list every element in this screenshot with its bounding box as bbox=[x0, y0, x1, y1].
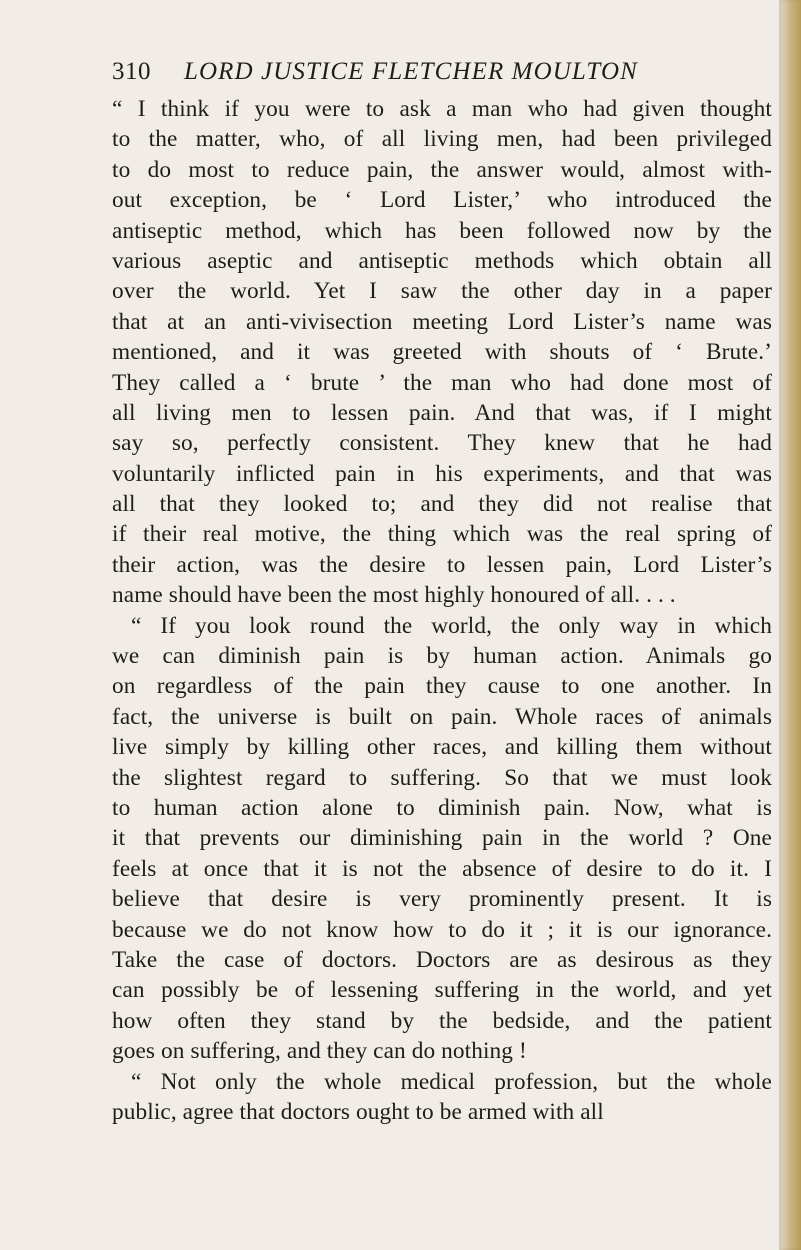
text-line: mentioned, and it was greeted with shouts of ‘ Brute.’ bbox=[112, 339, 772, 366]
text-line: “ I think if you were to ask a man who had given thought bbox=[112, 96, 772, 122]
text-line: say so, perfectly consistent. They knew that he had bbox=[112, 430, 772, 457]
text-line: out exception, be ‘ Lord Lister,’ who introduced the bbox=[112, 187, 772, 214]
text-line: believe that desire is very prominently present. It is bbox=[112, 886, 772, 913]
text-line: if their real motive, the thing which was the real spring of bbox=[112, 521, 772, 548]
text-line: to do most to reduce pain, the answer would, almost with- bbox=[112, 156, 772, 183]
text-line: the slightest regard to suffering. So that we must look bbox=[112, 764, 772, 791]
text-line: all that they looked to; and they did not realise that bbox=[112, 491, 772, 518]
body-text bbox=[112, 94, 772, 1127]
text-line: public, agree that doctors ought to be armed with all bbox=[112, 1098, 604, 1125]
text-line: feels at once that it is not the absence of desire to do it. I bbox=[112, 855, 772, 882]
running-head: LORD JUSTICE FLETCHER MOULTON bbox=[184, 58, 638, 85]
text-line: Take the case of doctors. Doctors are as desirous as they bbox=[112, 946, 772, 973]
text-line: “ Not only the whole medical profession, but the whole bbox=[131, 1068, 772, 1095]
text-line: how often they stand by the bedside, and the patient bbox=[112, 1007, 772, 1034]
text-line: it that prevents our diminishing pain in the world ? One bbox=[112, 825, 772, 852]
text-line: antiseptic method, which has been followed now by the bbox=[112, 217, 772, 244]
text-line: “ If you look round the world, the only way in which bbox=[131, 612, 772, 639]
page-number: 310 bbox=[112, 58, 151, 85]
text-line: to the matter, who, of all living men, had been privileged bbox=[112, 126, 772, 153]
text-line: live simply by killing other races, and killing them without bbox=[112, 734, 772, 761]
text-line: that at an anti-vivisection meeting Lord Lister’s name was bbox=[112, 308, 772, 335]
text-line: their action, was the desire to lessen pain, Lord Lister’s bbox=[112, 551, 772, 578]
text-line: name should have been the most highly honoured of all. . . . bbox=[112, 582, 676, 609]
text-line: goes on suffering, and they can do nothing ! bbox=[112, 1038, 527, 1065]
text-line: on regardless of the pain they cause to one another. In bbox=[112, 673, 772, 700]
text-line: to human action alone to diminish pain. Now, what is bbox=[112, 794, 772, 821]
text-line: because we do not know how to do it ; it is our ignorance. bbox=[112, 916, 772, 943]
text-line: we can diminish pain is by human action. Animals go bbox=[112, 643, 772, 670]
text-line: voluntarily inflicted pain in his experiments, and that was bbox=[112, 460, 772, 487]
text-line: They called a ‘ brute ’ the man who had done most of bbox=[112, 369, 772, 396]
text-line: various aseptic and antiseptic methods which obtain all bbox=[112, 247, 772, 274]
page-header bbox=[112, 54, 762, 90]
text-line: all living men to lessen pain. And that was, if I might bbox=[112, 399, 772, 426]
text-line: can possibly be of lessening suffering in the world, and yet bbox=[112, 977, 772, 1004]
text-line: fact, the universe is built on pain. Whole races of animals bbox=[112, 703, 772, 730]
page-edge bbox=[779, 0, 801, 1250]
text-line: over the world. Yet I saw the other day in a paper bbox=[112, 278, 772, 305]
